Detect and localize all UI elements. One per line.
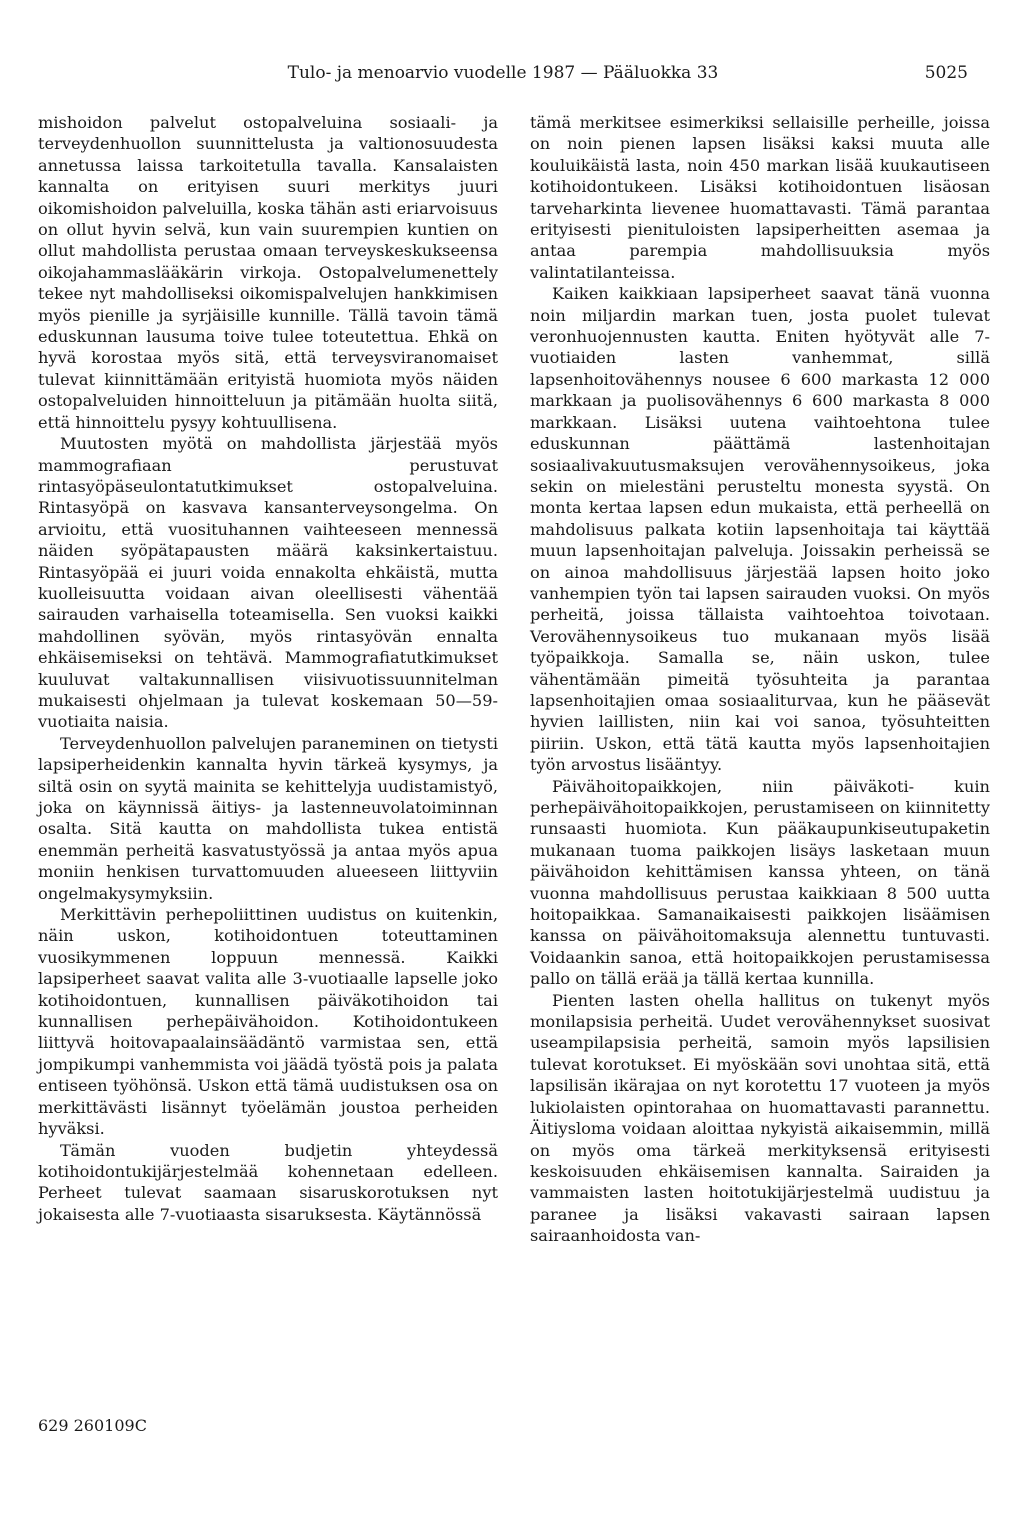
page-number: 5025 <box>924 63 968 83</box>
paragraph: Merkittävin perhepoliittinen uudistus on kuitenkin, näin uskon, kotihoidontuen toteuttaminen vuosikymmenen loppuun mennessä. Kaikki lapsiperheet saavat valita alle 3-vuotiaalle lapselle joko kotihoidontuen, kunnallisen päiväkotihoidon tai kunnallisen perhepäivähoidon. Kotihoidontukeen liittyvä hoitovapaalainsäädäntö varmistaa sen, että jompikumpi vanhemmista voi jäädä työstä pois ja palata entiseen työhönsä. Uskon että tämä uudistuksen osa on merkittävästi lisännyt työelämän joustoa perheiden hyväksi. <box>38 905 498 1139</box>
running-title: Tulo- ja menoarvio vuodelle 1987 — Pääluokka 33 <box>287 63 719 83</box>
page-header <box>38 58 968 88</box>
paragraph: Tämän vuoden budjetin yhteydessä kotihoidontukijärjestelmää kohennetaan edelleen. Perheet tulevat saamaan sisaruskorotuksen nyt jokaisesta alle 7-vuotiaasta sisaruksesta. Käytännössä <box>38 1140 498 1224</box>
paragraph: mishoidon palvelut ostopalveluina sosiaali- ja terveydenhuollon suunnittelusta ja valtionosuudesta annetussa laissa tarkoitetulla tavalla. Kansalaisten kannalta on erityisen suuri merkitys juuri oikomishoidon palveluilla, koska tähän asti eriarvoisuus on ollut hyvin selvä, kun vain suurempien kuntien on ollut mahdollista perustaa omaan terveyskeskukseensa oikojahammaslääkärin virkoja. Ostopalvelumenettely tekee nyt mahdolliseksi oikomispalvelujen hankkimisen myös pienille ja syrjäisille kunnille. Tällä tavoin tämä eduskunnan lausuma toive tulee toteutettua. Ehkä on hyvä korostaa myös sitä, että terveysviranomaiset tulevat kiinnittämään erityistä huomiota myös näiden ostopalveluiden hinnoitteluun ja pitämään huolta siitä, että hinnoittelu pysyy kohtuullisena. <box>38 113 498 432</box>
paragraph: Kaiken kaikkiaan lapsiperheet saavat tänä vuonna noin miljardin markan tuen, josta puolet tulevat veronhuojennusten kautta. Eniten hyötyvät alle 7-vuotiaiden lasten vanhemmat, sillä lapsenhoitovähennys nousee 6 600 markasta 12 000 markkaan ja puolisovähennys 6 600 markasta 8 000 markkaan. Lisäksi uutena vaihtoehtona tulee eduskunnan päättämä lastenhoitajan sosiaalivakuutusmaksujen verovähennysoikeus, joka sekin on mielestäni perusteltu monesta syystä. On monta kertaa lapsen edun mukaista, että perheellä on mahdolisuus palkata kotiin lapsenhoitaja tai käyttää muun lapsenhoitajan palveluja. Joissakin perheissä se on ainoa mahdollisuus järjestää lapsen hoito joko vanhempien työn tai lapsen sairauden vuoksi. On myös perheitä, joissa tällaista vaihtoehtoa toivotaan. Verovähennysoikeus tuo mukanaan myös lisää työpaikkoja. Samalla se, näin uskon, tulee vähentämään pimeitä työsuhteita ja parantaa lapsenhoitajien omaa sosiaaliturvaa, kun he pääsevät hyvien laillisten, niin kai voi sanoa, työsuhteitten piiriin. Uskon, että tätä kautta myös lapsenhoitajien työn arvostus lisääntyy. <box>530 284 990 775</box>
right-column <box>530 112 990 1247</box>
paragraph: Terveydenhuollon palvelujen paraneminen on tietysti lapsiperheidenkin kannalta hyvin tärkeä kysymys, ja siltä osin on syytä mainita se kehittelyja uudistamistyö, joka on käynnissä äitiys- ja lastenneuvolatoiminnan osalta. Sitä kautta on mahdollista tukea entistä enemmän perheitä kasvatustyössä ja antaa myös apua moniin henkisen turvattomuuden alueeseen liittyviin ongelmakysymyksiin. <box>38 733 498 903</box>
paragraph: Muutosten myötä on mahdollista järjestää myös mammografiaan perustuvat rintasyöpäseulontatutkimukset ostopalveluina. Rintasyöpä on kasvava kansanterveysongelma. On arvioitu, että vuosituhannen vaihteeseen mennessä näiden syöpätapausten määrä kaksinkertaistuu. Rintasyöpää ei juuri voida ennakolta ehkäistä, mutta kuolleisuutta voidaan aivan oleellisesti vähentää sairauden varhaisella toteamisella. Sen vuoksi kaikki mahdollinen syövän, myös rintasyövän ennalta ehkäisemiseksi on tehtävä. Mammografiatutkimukset kuuluvat valtakunnallisen viisivuotissuunnitelman mukaisesti ohjelmaan ja tulevat koskemaan 50—59-vuotiaita naisia. <box>38 434 498 732</box>
paragraph: Pienten lasten ohella hallitus on tukenyt myös monilapsisia perheitä. Uudet verovähennykset suosivat useampilapsisia perheitä, samoin myös lapsilisien tulevat korotukset. Ei myöskään sovi unohtaa sitä, että lapsilisän ikärajaa on nyt korotettu 17 vuoteen ja myös lukiolaisten opintorahaa on huomattavasti parannettu. Äitiysloma voidaan aloittaa nykyistä aikaisemmin, millä on myös oma tärkeä merkityksensä erityisesti keskoisuuden ehkäisemisen kannalta. Sairaiden ja vammaisten lasten hoitotukijärjestelmä uudistuu ja paranee ja lisäksi vakavasti sairaan lapsen sairaanhoidosta van- <box>530 990 990 1246</box>
print-code-footer: 629 260109C <box>38 1416 147 1435</box>
left-column <box>38 112 498 1225</box>
paragraph: Päivähoitopaikkojen, niin päiväkoti- kuin perhepäivähoitopaikkojen, perustamiseen on kiinnitetty runsaasti huomiota. Kun pääkaupunkiseutupaketin mukanaan tuoma paikkojen lisäys lasketaan muun päivähoidon kehittämisen kanssa yhteen, on tänä vuonna mahdollisuus perustaa kaikkiaan 8 500 uutta hoitopaikkaa. Samanaikaisesti paikkojen lisäämisen kanssa on päivähoitomaksuja alennettu tuntuvasti. Voidaankin sanoa, että hoitopaikkojen perustamisessa pallo on tällä erää ja tällä kertaa kunnilla. <box>530 776 990 989</box>
paragraph: tämä merkitsee esimerkiksi sellaisille perheille, joissa on noin pienen lapsen lisäksi kaksi muuta alle kouluikäistä lasta, noin 450 markan lisää kuukautiseen kotihoidontukeen. Lisäksi kotihoidontuen lisäosan tarveharkinta lievenee huomattavasti. Tämä parantaa erityisesti pienituloisten lapsiperheitten asemaa ja antaa parempia mahdollisuuksia myös valintatilanteissa. <box>530 113 990 282</box>
